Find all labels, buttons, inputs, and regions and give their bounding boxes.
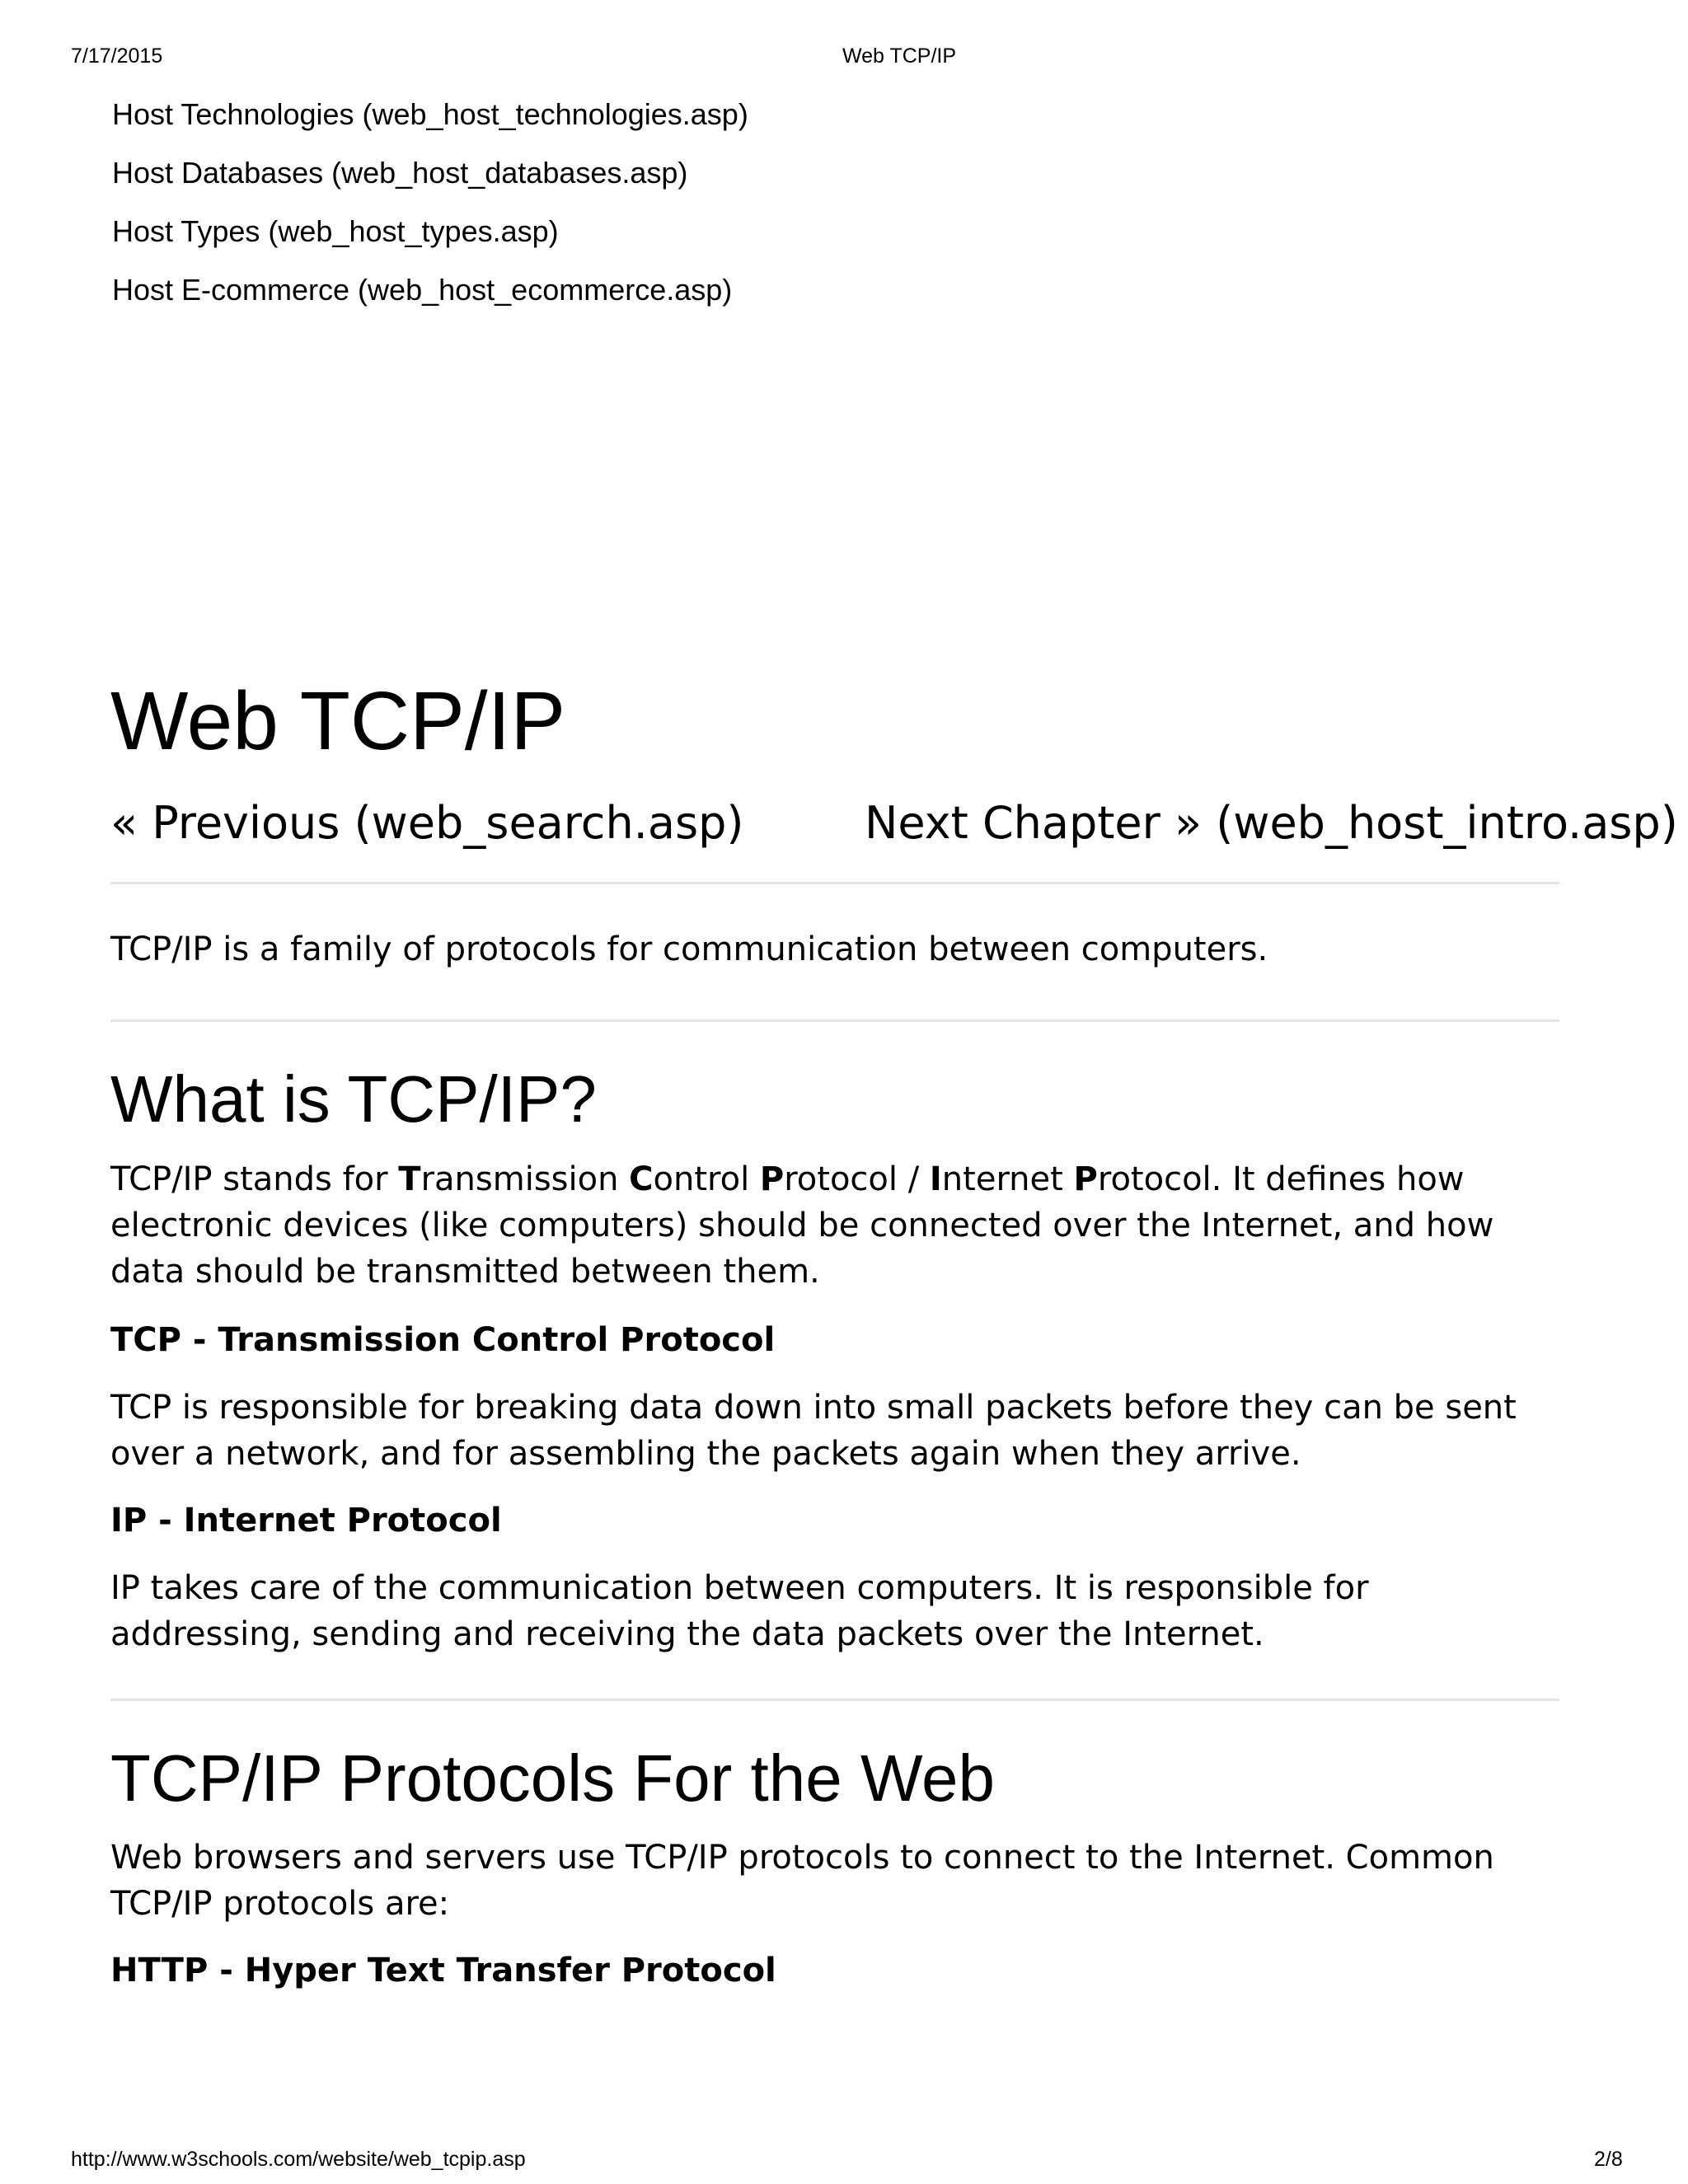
previous-chapter-link[interactable]: « Previous (web_search.asp) (110, 797, 744, 849)
print-header-title: Web TCP/IP (842, 45, 957, 68)
print-footer-page-number: 2/8 (1594, 2148, 1623, 2171)
what-is-tcpip-paragraph (110, 1156, 1569, 1295)
acronym-letter: I (929, 1160, 942, 1198)
text-fragment: ransmission (420, 1160, 630, 1198)
ip-description: IP takes care of the communication between computers. It is responsible for addressing, sending and receiving the data packets over the Internet. (110, 1569, 1369, 1653)
print-header-date: 7/17/2015 (71, 45, 163, 68)
text-fragment: nternet (941, 1160, 1074, 1198)
host-link-ecommerce[interactable]: Host E-commerce (web_host_ecommerce.asp) (112, 273, 733, 307)
tcpip-protocols-heading: TCP/IP Protocols For the Web (110, 1741, 996, 1815)
text-fragment: TCP/IP stands for (110, 1160, 399, 1198)
divider (110, 1019, 1559, 1022)
acronym-letter: T (398, 1160, 421, 1198)
ip-subheading: IP - Internet Protocol (110, 1502, 502, 1540)
divider (110, 1699, 1559, 1701)
acronym-letter: C (629, 1160, 654, 1198)
tcp-subheading: TCP - Transmission Control Protocol (110, 1321, 776, 1359)
text-fragment: rotocol / (784, 1160, 930, 1198)
what-is-tcpip-heading: What is TCP/IP? (110, 1062, 597, 1136)
host-link-technologies[interactable]: Host Technologies (web_host_technologies.asp) (112, 97, 748, 131)
host-link-databases[interactable]: Host Databases (web_host_databases.asp) (112, 156, 688, 190)
tcpip-protocols-intro: Web browsers and servers use TCP/IP protocols to connect to the Internet. Common TCP/IP protocols are: (110, 1839, 1494, 1923)
intro-text: TCP/IP is a family of protocols for communication between computers. (110, 930, 1268, 968)
acronym-letter: P (1073, 1160, 1098, 1198)
http-subheading: HTTP - Hyper Text Transfer Protocol (110, 1952, 776, 1990)
text-fragment: rotocol. It defines how electronic devices (like computers) should be connected over the Internet, and how data should be transmitted between them. (110, 1160, 1494, 1291)
tcp-description: TCP is responsible for breaking data down into small packets before they can be sent over a network, and for assembling the packets again when they arrive. (110, 1389, 1517, 1473)
divider (110, 882, 1559, 884)
host-links-list (112, 85, 748, 319)
acronym-letter: P (759, 1160, 785, 1198)
host-link-types[interactable]: Host Types (web_host_types.asp) (112, 214, 559, 248)
page-title: Web TCP/IP (110, 675, 566, 767)
print-footer-url: http://www.w3schools.com/website/web_tcpip.asp (71, 2148, 526, 2171)
text-fragment: ontrol (653, 1160, 760, 1198)
next-chapter-link[interactable]: Next Chapter » (web_host_intro.asp) (865, 797, 1678, 849)
